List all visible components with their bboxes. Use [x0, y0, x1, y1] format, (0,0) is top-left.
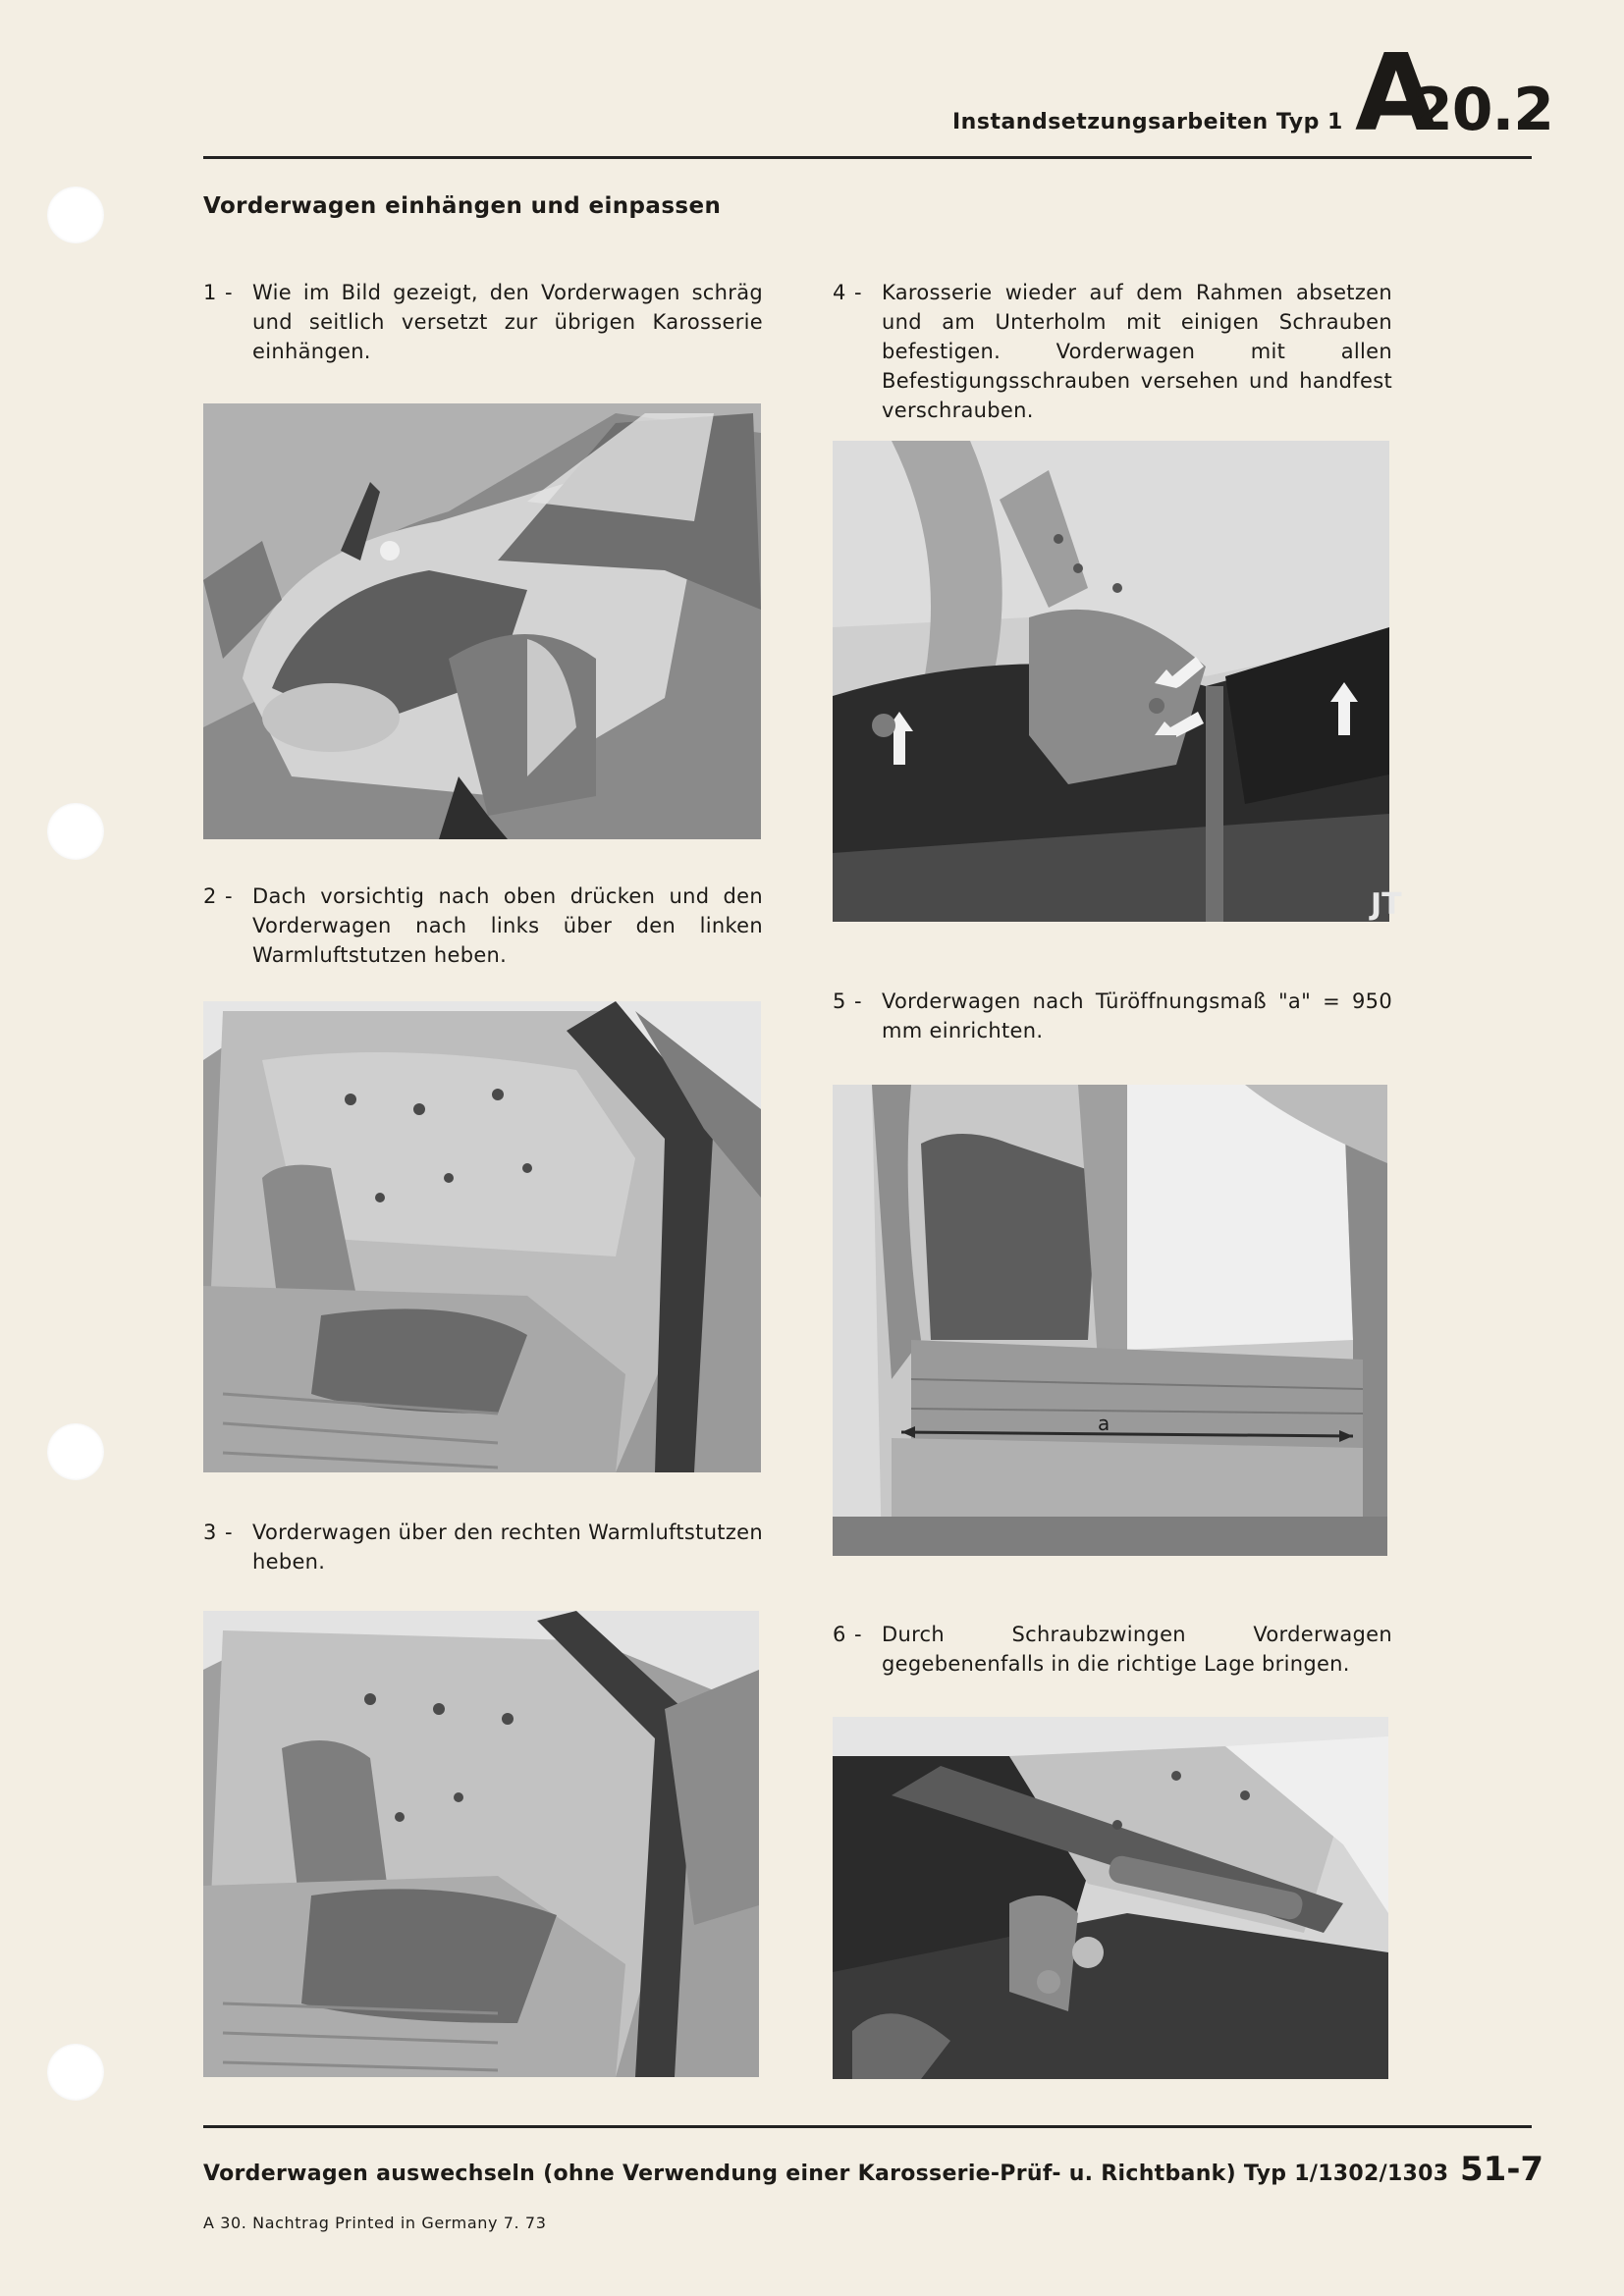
- photo-body-mounting-bolts: [833, 441, 1402, 922]
- step-number: 2: [203, 884, 217, 908]
- step-dash: -: [225, 884, 233, 908]
- step-dash: -: [854, 989, 862, 1013]
- punch-hole: [47, 1423, 104, 1480]
- step-text: Vorderwagen nach Türöffnungsmaß "a" = 950 mm einrichten.: [882, 989, 1392, 1042]
- step-6: [833, 1620, 1392, 1679]
- photo-screw-clamp-graphic: [833, 1717, 1388, 2079]
- punch-hole: [47, 803, 104, 860]
- photo-screw-clamp: [833, 1717, 1388, 2079]
- footer-title: Vorderwagen auswechseln (ohne Verwendung einer Karosserie-Prüf- u. Richtbank) Typ 1/1302/1303: [203, 2162, 1449, 2186]
- step-2: [203, 881, 763, 970]
- step-dash: -: [854, 1623, 862, 1646]
- step-text: Durch Schraubzwingen Vorderwagen gegebenenfalls in die richtige Lage bringen.: [882, 1623, 1392, 1676]
- footer-rule: [203, 2125, 1532, 2128]
- step-number: 1: [203, 281, 217, 304]
- step-4: [833, 278, 1392, 425]
- section-badge-number: 20.2: [1412, 76, 1554, 144]
- step-number: 5: [833, 989, 846, 1013]
- step-dash: -: [225, 1521, 233, 1544]
- step-text: Vorderwagen über den rechten Warmluftstutzen heben.: [252, 1521, 763, 1574]
- frame-mark-label: JT: [1371, 887, 1402, 922]
- punch-hole: [47, 2044, 104, 2101]
- section-badge: [1355, 32, 1554, 155]
- photo-door-opening-dimension: [833, 1085, 1387, 1556]
- step-1: [203, 278, 763, 366]
- header-rule: [203, 156, 1532, 159]
- punch-hole: [47, 187, 104, 243]
- step-text: Dach vorsichtig nach oben drücken und den Vorderwagen nach links über den linken Warmluftstutzen heben.: [252, 884, 763, 967]
- photo-door-opening-dimension-graphic: [833, 1085, 1387, 1556]
- photo-roof-lift-right-graphic: [203, 1611, 759, 2077]
- section-title: Vorderwagen einhängen und einpassen: [203, 193, 722, 219]
- footer-imprint: A 30. Nachtrag Printed in Germany 7. 73: [203, 2214, 547, 2232]
- step-3: [203, 1518, 763, 1576]
- step-number: 4: [833, 281, 846, 304]
- step-number: 6: [833, 1623, 846, 1646]
- photo-front-body-hanging: [203, 403, 761, 839]
- step-5: [833, 987, 1392, 1045]
- step-text: Karosserie wieder auf dem Rahmen absetzen und am Unterholm mit einigen Schrauben befestigen. Vorderwagen mit allen Befestigungsschrauben versehen und handfest verschrauben.: [882, 281, 1392, 422]
- photo-roof-lift-left-graphic: [203, 1001, 761, 1472]
- header-title: Instandsetzungsarbeiten Typ 1: [952, 110, 1343, 134]
- section-badge-letter: A: [1355, 32, 1434, 155]
- step-dash: -: [854, 281, 862, 304]
- photo-front-body-hanging-graphic: [203, 403, 761, 839]
- step-dash: -: [225, 281, 233, 304]
- photo-roof-lift-right: [203, 1611, 759, 2077]
- step-text: Wie im Bild gezeigt, den Vorderwagen schräg und seitlich versetzt zur übrigen Karosserie einhängen.: [252, 281, 763, 363]
- door-dimension-label: a: [1098, 1412, 1110, 1435]
- photo-body-mounting-bolts-graphic: [833, 441, 1402, 922]
- step-number: 3: [203, 1521, 217, 1544]
- page-number: 51-7: [1460, 2150, 1544, 2189]
- photo-roof-lift-left: [203, 1001, 761, 1472]
